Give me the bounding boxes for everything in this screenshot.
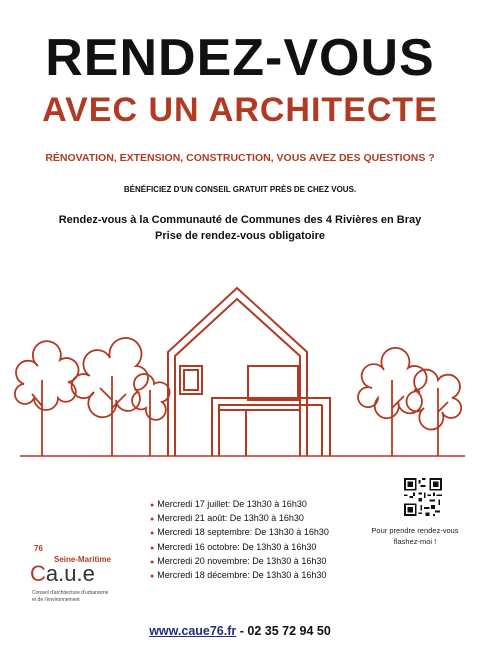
bullet-icon: ●	[150, 530, 155, 538]
advice-line: BÉNÉFICIEZ D'UN CONSEIL GRATUIT PRÈS DE CHEZ VOUS.	[123, 185, 357, 194]
qr-code-icon[interactable]	[404, 478, 442, 516]
schedule-item: ● Mercredi 16 octobre: De 13h30 à 16h30	[150, 541, 317, 552]
bullet-icon: ●	[150, 544, 155, 552]
caue-region: Seine-Maritime	[54, 555, 111, 564]
tree-icon	[72, 338, 148, 456]
schedule-item: ● Mercredi 18 décembre: De 13h30 à 16h30	[150, 570, 327, 581]
bullet-icon: ●	[150, 516, 155, 524]
schedule-item: ● Mercredi 17 juillet: De 13h30 à 16h30	[150, 499, 307, 509]
tree-icon	[358, 348, 427, 456]
bullet-icon: ●	[150, 502, 155, 509]
house-illustration	[168, 288, 330, 456]
location-line: Rendez-vous à la Communauté de Communes des 4 Rivières en Bray	[58, 214, 422, 226]
tree-icon	[15, 341, 79, 456]
house-and-trees-illustration	[0, 280, 480, 460]
caue-number: 76	[34, 544, 43, 553]
question-line: RÉNOVATION, EXTENSION, CONSTRUCTION, VOUS AVEZ DES QUESTIONS ?	[45, 152, 435, 164]
appointment-mandatory: Prise de rendez-vous obligatoire	[155, 230, 325, 242]
schedule-item: ● Mercredi 20 novembre: De 13h30 à 16h30	[150, 555, 327, 566]
schedule-list	[150, 498, 329, 583]
title-avec-un-architecte: AVEC UN ARCHITECTE	[42, 91, 438, 129]
caue-description: Conseil d'architecture d'urbanisme et de l'environnement	[32, 590, 109, 603]
schedule-item: ● Mercredi 18 septembre: De 13h30 à 16h30	[150, 527, 329, 538]
bullet-icon: ●	[150, 573, 155, 581]
caue-logo: Ca.u.e	[30, 561, 95, 586]
tree-icon	[132, 374, 169, 456]
bullet-icon: ●	[150, 558, 155, 566]
phone-number: 02 35 72 94 50	[247, 624, 331, 638]
title-rendez-vous: RENDEZ-VOUS	[45, 29, 435, 87]
footer-contact: www.caue76.fr - 02 35 72 94 50	[149, 624, 331, 638]
schedule-item: ● Mercredi 21 août: De 13h30 à 16h30	[150, 513, 304, 524]
website-link[interactable]: www.caue76.fr	[149, 624, 237, 638]
qr-caption: Pour prendre rendez-vous flashez-moi !	[371, 526, 459, 546]
